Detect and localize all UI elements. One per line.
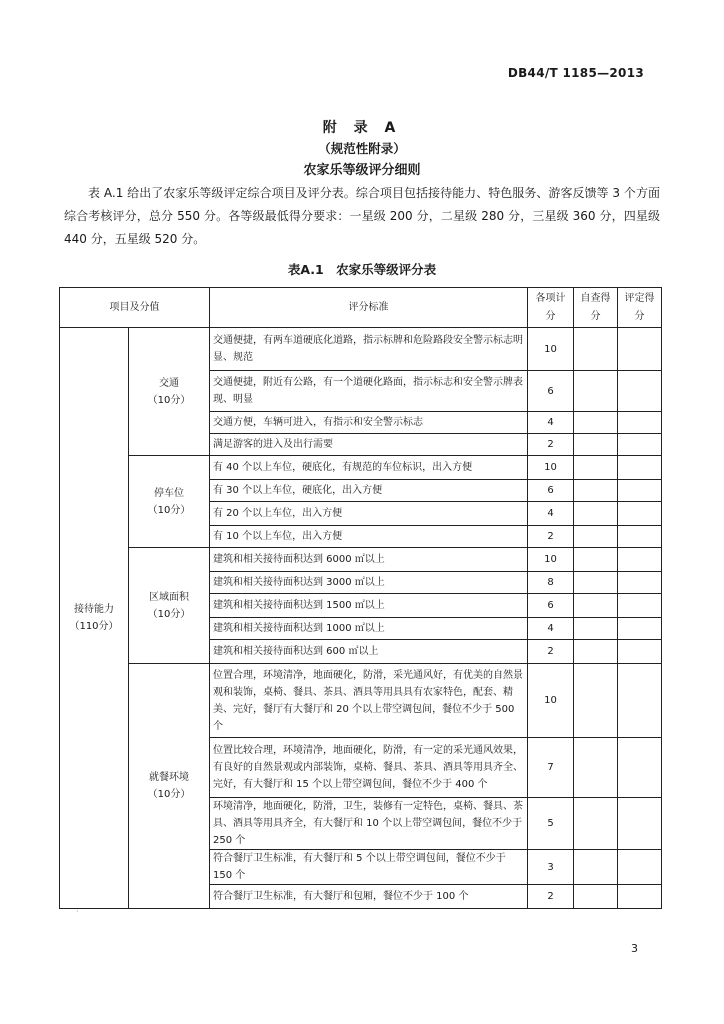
appendix-type: （规范性附录） [318, 141, 406, 156]
group-name: 交通 [159, 377, 179, 389]
criteria-cell: 有 20 个以上车位，出入方便 [210, 502, 528, 526]
criteria-cell: 符合餐厅卫生标准，有大餐厅和包厢，餐位不少于 100 个 [210, 885, 528, 909]
criteria-cell: 建筑和相关接待面积达到 1500 ㎡以上 [210, 594, 528, 618]
points-cell: 10 [528, 548, 574, 572]
criteria-cell: 符合餐厅卫生标准，有大餐厅和 5 个以上带空调包间，餐位不少于 150 个 [210, 850, 528, 885]
points-cell: 10 [528, 664, 574, 738]
table-row [60, 664, 662, 738]
self-score-cell[interactable] [574, 412, 618, 434]
self-score-cell[interactable] [574, 885, 618, 909]
self-score-cell[interactable] [574, 456, 618, 480]
rated-score-cell[interactable] [618, 640, 662, 664]
points-cell: 4 [528, 412, 574, 434]
criteria-cell: 满足游客的进入及出行需要 [210, 434, 528, 456]
group-cell [129, 664, 210, 909]
self-score-cell[interactable] [574, 480, 618, 502]
self-score-cell[interactable] [574, 502, 618, 526]
group-name: 就餐环境 [149, 772, 189, 783]
criteria-cell: 交通便捷，有两车道硬底化道路，指示标牌和危险路段安全警示标志明显、规范 [210, 328, 528, 371]
criteria-cell: 有 10 个以上车位，出入方便 [210, 526, 528, 548]
criteria-cell: 位置合理，环境清净，地面硬化，防滑，采光通风好，有优美的自然景观和装饰，桌椅、餐具、茶具、酒具等用具具有农家特色，配套、精美、完好，餐厅有大餐厅和 20 个以上带空调包间，餐位不少于 500 个 [210, 664, 528, 738]
scoring-table [59, 287, 662, 909]
table-title: 表A.1 农家乐等级评分表 [287, 262, 437, 277]
points-cell: 10 [528, 328, 574, 371]
points-cell: 2 [528, 434, 574, 456]
group-score: （10分） [147, 789, 191, 800]
points-cell: 6 [528, 594, 574, 618]
group-cell [129, 328, 210, 456]
category-name: 接待能力 [74, 604, 114, 615]
criteria-cell: 建筑和相关接待面积达到 3000 ㎡以上 [210, 572, 528, 594]
header-item: 项目及分值 [60, 288, 210, 328]
self-score-cell[interactable] [574, 328, 618, 371]
points-cell: 6 [528, 480, 574, 502]
points-cell: 4 [528, 502, 574, 526]
category-score: （110分） [69, 621, 119, 632]
criteria-cell: 环境清净，地面硬化，防滑，卫生，装修有一定特色，桌椅、餐具、茶具、酒具等用具齐全，有大餐厅和 10 个以上带空调包间，餐位不少于 250 个 [210, 798, 528, 850]
rated-score-cell[interactable] [618, 371, 662, 412]
points-cell: 10 [528, 456, 574, 480]
rated-score-cell[interactable] [618, 434, 662, 456]
group-score: （10分） [147, 504, 191, 516]
group-score: （10分） [147, 608, 191, 620]
criteria-cell: 建筑和相关接待面积达到 6000 ㎡以上 [210, 548, 528, 572]
appendix-subtitle: 农家乐等级评分细则 [303, 163, 421, 178]
standard-code: DB44/T 1185—2013 [507, 66, 644, 80]
self-score-cell[interactable] [574, 572, 618, 594]
table-row [60, 456, 662, 480]
points-cell: 2 [528, 526, 574, 548]
appendix-title: 附 录 A [322, 120, 402, 136]
self-score-cell[interactable] [574, 798, 618, 850]
criteria-cell: 有 40 个以上车位，硬底化，有规范的车位标识，出入方便 [210, 456, 528, 480]
self-score-cell[interactable] [574, 526, 618, 548]
self-score-cell[interactable] [574, 618, 618, 640]
criteria-cell: 交通方便，车辆可进入，有指示和安全警示标志 [210, 412, 528, 434]
rated-score-cell[interactable] [618, 480, 662, 502]
group-name: 停车位 [154, 487, 184, 499]
rated-score-cell[interactable] [618, 456, 662, 480]
self-score-cell[interactable] [574, 434, 618, 456]
table-body [60, 328, 662, 909]
header-self-score: 自查得分 [574, 288, 618, 328]
points-cell: 3 [528, 850, 574, 885]
rated-score-cell[interactable] [618, 798, 662, 850]
points-cell: 5 [528, 798, 574, 850]
criteria-cell: 建筑和相关接待面积达到 600 ㎡以上 [210, 640, 528, 664]
points-cell: 2 [528, 640, 574, 664]
criteria-cell: 交通便捷，附近有公路，有一个道硬化路面，指示标志和安全警示牌表现、明显 [210, 371, 528, 412]
criteria-cell: 位置比较合理，环境清净，地面硬化，防滑，有一定的采光通风效果，有良好的自然景观或内部装饰，桌椅、餐具、茶具、酒具等用具齐全、完好，有大餐厅和 15 个以上带空调包间，餐位不少于 400 个 [210, 738, 528, 798]
rated-score-cell[interactable] [618, 412, 662, 434]
rated-score-cell[interactable] [618, 885, 662, 909]
table-row [60, 548, 662, 572]
rated-score-cell[interactable] [618, 594, 662, 618]
points-cell: 8 [528, 572, 574, 594]
category-cell [60, 328, 129, 909]
points-cell: 4 [528, 618, 574, 640]
table-row [60, 328, 662, 371]
rated-score-cell[interactable] [618, 664, 662, 738]
self-score-cell[interactable] [574, 850, 618, 885]
group-cell [129, 456, 210, 548]
points-cell: 7 [528, 738, 574, 798]
header-points: 各项计分 [528, 288, 574, 328]
header-rated-score: 评定得分 [618, 288, 662, 328]
criteria-cell: 有 30 个以上车位，硬底化，出入方便 [210, 480, 528, 502]
self-score-cell[interactable] [574, 371, 618, 412]
rated-score-cell[interactable] [618, 548, 662, 572]
page-number: 3 [631, 942, 638, 955]
self-score-cell[interactable] [574, 548, 618, 572]
header-criteria: 评分标准 [210, 288, 528, 328]
group-score: （10分） [147, 394, 191, 406]
rated-score-cell[interactable] [618, 502, 662, 526]
intro-paragraph: 表 A.1 给出了农家乐等级评定综合项目及评分表。综合项目包括接待能力、特色服务、游客反馈等 3 个方面综合考核评分，总分 550 分。各等级最低得分要求：一星级 200 分，二星级 280 分，三星级 360 分，四星级 440 分，五星级 520 分。 [64, 186, 660, 246]
criteria-cell: 建筑和相关接待面积达到 1000 ㎡以上 [210, 618, 528, 640]
rated-score-cell[interactable] [618, 526, 662, 548]
self-score-cell[interactable] [574, 664, 618, 738]
rated-score-cell[interactable] [618, 572, 662, 594]
group-name: 区域面积 [149, 591, 189, 603]
rated-score-cell[interactable] [618, 850, 662, 885]
points-cell: 6 [528, 371, 574, 412]
scan-mark: · [76, 907, 79, 916]
rated-score-cell[interactable] [618, 618, 662, 640]
self-score-cell[interactable] [574, 738, 618, 798]
rated-score-cell[interactable] [618, 738, 662, 798]
self-score-cell[interactable] [574, 594, 618, 618]
group-cell [129, 548, 210, 664]
points-cell: 2 [528, 885, 574, 909]
rated-score-cell[interactable] [618, 328, 662, 371]
self-score-cell[interactable] [574, 640, 618, 664]
